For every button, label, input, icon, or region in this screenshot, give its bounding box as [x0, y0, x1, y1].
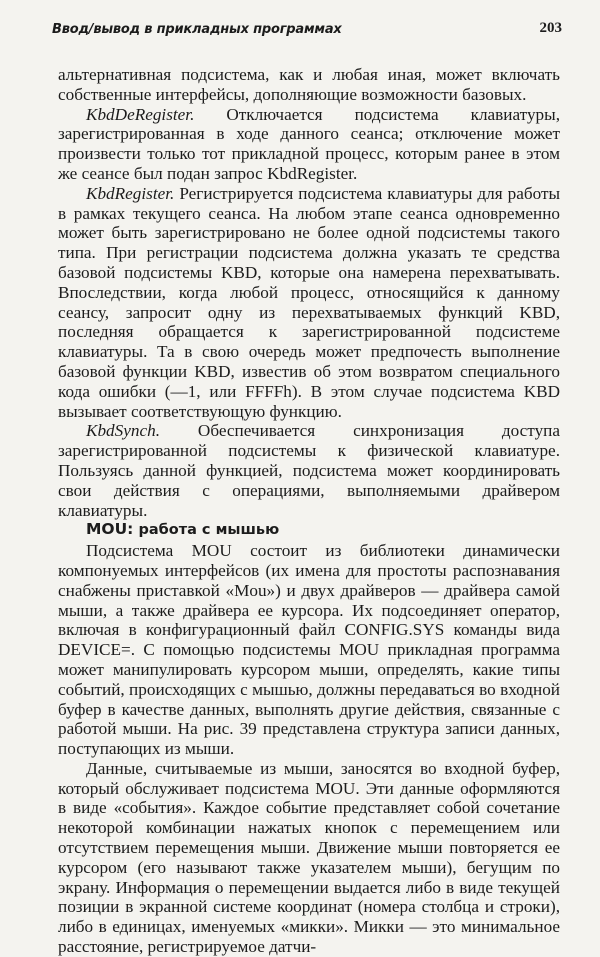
function-name: KbdDeRegister. — [86, 104, 195, 124]
function-name: KbdSynch. — [86, 421, 160, 441]
paragraph-text: Регистрируется подсистема клавиатуры для работы в рамках текущего сеанса. На любом этапе сеанса одновременно может быть зарегистрировано не более одной подсистемы такого типа. При регистрации подсистема должна указать те средства базовой подсистемы KBD, которые она намерена перехватывать. Впоследствии, когда любой процесс, относящийся к данному сеансу, запросит одну из перехватываемых функций KBD, последняя обращается к зарегистрированной подсистеме клавиатуры. Та в свою очередь может предпочесть выполнение базовой функции KBD, известив об этом возвратом специального кода ошибки (—1, или FFFFh). В этом случае подсистема KBD вызывает соответствующую функцию. — [58, 183, 560, 421]
body-text — [58, 65, 560, 957]
paragraph: Подсистема MOU состоит из библиотеки динамически компонуемых интерфейсов (их имена для простоты распознавания снабжены приставкой «Mou») и двух драйверов — драйвера самой мыши, а также драйвера ее курсора. Их подсоединяет оператор, включая в конфигурационный файл CONFIG.SYS команды вида DEVICE=. С помощью подсистемы MOU прикладная программа может манипулировать курсором мыши, определять, какие типы событий, происходящих с мышью, должны передаваться во входной буфер в качестве данных, выполнять другие действия, связанные с работой мыши. На рис. 39 представлена структура записи данных, поступающих из мыши. — [58, 541, 560, 759]
running-head: Ввод/вывод в прикладных программах — [52, 22, 342, 37]
paragraph-kbd-deregister — [58, 105, 560, 184]
function-name: KbdRegister. — [86, 183, 175, 203]
section-code: MOU: — [86, 520, 134, 539]
paragraph: альтернативная подсистема, как и любая иная, может включать собственные интерфейсы, дополняющие возможности базовых. — [58, 65, 560, 104]
paragraph-kbd-register — [58, 184, 560, 422]
section-title: работа с мышью — [133, 522, 280, 539]
page-number: 203 — [539, 20, 562, 36]
paragraph: Данные, считываемые из мыши, заносятся во входной буфер, который обслуживает подсистема MOU. Эти данные оформляются в виде «события». Каждое событие представляет собой сочетание некоторой комбинации нажатых кнопок с перемещением или отсутствием перемещения мыши. Движение мыши повторяется ее курсором (его называют также указателем мыши), бегущим по экрану. Информация о перемещении выдается либо в виде текущей позиции в экранной системе координат (номера столбца и строки), либо в единицах, именуемых «микки». Микки — это минимальное расстояние, регистрируемое датчи- — [58, 758, 560, 957]
paragraph-kbd-synch — [58, 421, 560, 520]
paragraph-text: Отключается подсистема клавиатуры, зарегистрированная в ходе данного сеанса; отключение может произвести только тот прикладной процесс, которым ранее в этом же сеансе был подан запрос KbdRegister. — [58, 104, 560, 183]
paragraph-text: Обеспечивается синхронизация доступа зарегистрированной подсистемы к физической клавиатуре. Пользуясь данной функцией, подсистема может координировать свои действия с операциями, выполняемыми драйвером клавиатуры. — [58, 421, 560, 520]
section-heading — [58, 520, 560, 541]
